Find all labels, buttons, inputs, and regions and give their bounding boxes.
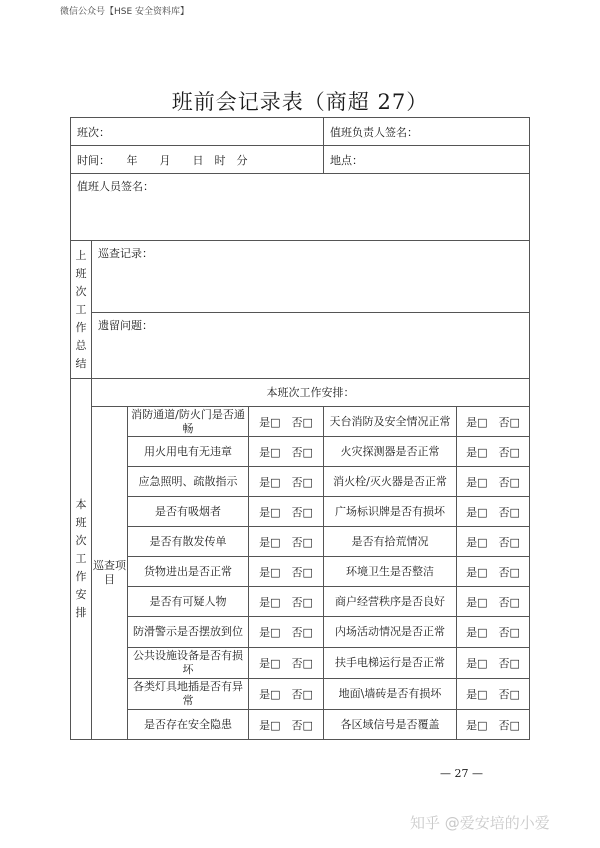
item-right: 内场活动情况是否正常 (324, 617, 457, 648)
item-right: 各区域信号是否覆盖 (324, 710, 457, 740)
yes-no-checkbox[interactable]: 是□ 否□ (457, 648, 530, 679)
item-left: 应急照明、疏散指示 (128, 467, 249, 497)
yes-no-checkbox[interactable]: 是□ 否□ (249, 527, 324, 557)
watermark: 知乎 @爱安培的小爱 (410, 814, 550, 832)
inspect-label: 巡查项目 (92, 407, 128, 740)
item-left: 公共设施设备是否有损坏 (128, 648, 249, 679)
item-left: 消防通道/防火门是否通畅 (128, 407, 249, 437)
page-number: — 27 — (440, 767, 483, 780)
form-title: 班前会记录表（商超 27） (171, 90, 429, 114)
yes-no-checkbox[interactable]: 是□ 否□ (249, 617, 324, 648)
item-right: 环境卫生是否整洁 (324, 557, 457, 587)
meeting-record-table (70, 117, 530, 740)
patrol-record-field[interactable]: 巡查记录： (92, 241, 530, 313)
yes-no-checkbox[interactable]: 是□ 否□ (457, 467, 530, 497)
table-row (71, 557, 530, 587)
table-row (71, 648, 530, 679)
table-row (71, 617, 530, 648)
yes-no-checkbox[interactable]: 是□ 否□ (457, 587, 530, 617)
place-field[interactable]: 地点： (324, 146, 530, 174)
item-right: 是否有拾荒情况 (324, 527, 457, 557)
yes-no-checkbox[interactable]: 是□ 否□ (249, 437, 324, 467)
table-row (71, 407, 530, 437)
yes-no-checkbox[interactable]: 是□ 否□ (457, 527, 530, 557)
row-staff-sign (71, 174, 530, 241)
shift-field[interactable]: 班次： (71, 118, 324, 146)
yes-no-checkbox[interactable]: 是□ 否□ (457, 407, 530, 437)
current-section-heading: 本班次工作安排： (92, 379, 530, 407)
table-row (71, 437, 530, 467)
table-row (71, 710, 530, 740)
remaining-issues-field[interactable]: 遗留问题： (92, 313, 530, 379)
current-section-label: 本班次工作安排 (71, 379, 92, 740)
table-row (71, 587, 530, 617)
prev-section-label: 上班次工作总结 (71, 241, 92, 379)
staff-sign-field[interactable]: 值班人员签名： (71, 174, 530, 241)
item-right: 消火栓/灭火器是否正常 (324, 467, 457, 497)
yes-no-checkbox[interactable]: 是□ 否□ (249, 648, 324, 679)
yes-no-checkbox[interactable]: 是□ 否□ (249, 407, 324, 437)
yes-no-checkbox[interactable]: 是□ 否□ (457, 679, 530, 710)
item-right: 扶手电梯运行是否正常 (324, 648, 457, 679)
yes-no-checkbox[interactable]: 是□ 否□ (249, 467, 324, 497)
yes-no-checkbox[interactable]: 是□ 否□ (457, 617, 530, 648)
time-field[interactable]: 时间： 年 月 日 时 分 (71, 146, 324, 174)
item-right: 广场标识牌是否有损坏 (324, 497, 457, 527)
item-left: 是否有散发传单 (128, 527, 249, 557)
table-row (71, 679, 530, 710)
row-patrol (71, 241, 530, 313)
item-right: 火灾探测器是否正常 (324, 437, 457, 467)
yes-no-checkbox[interactable]: 是□ 否□ (457, 497, 530, 527)
item-left: 各类灯具地插是否有异常 (128, 679, 249, 710)
row-shift (71, 118, 530, 146)
header-note: 微信公众号【HSE 安全资料库】 (60, 7, 190, 17)
leader-sign-field[interactable]: 值班负责人签名： (324, 118, 530, 146)
item-left: 用火用电有无违章 (128, 437, 249, 467)
yes-no-checkbox[interactable]: 是□ 否□ (457, 437, 530, 467)
row-time (71, 146, 530, 174)
yes-no-checkbox[interactable]: 是□ 否□ (249, 587, 324, 617)
yes-no-checkbox[interactable]: 是□ 否□ (249, 557, 324, 587)
item-left: 是否存在安全隐患 (128, 710, 249, 740)
row-current-heading (71, 379, 530, 407)
yes-no-checkbox[interactable]: 是□ 否□ (457, 710, 530, 740)
item-right: 商户经营秩序是否良好 (324, 587, 457, 617)
row-issues (71, 313, 530, 379)
item-left: 是否有吸烟者 (128, 497, 249, 527)
item-left: 防滑警示是否摆放到位 (128, 617, 249, 648)
yes-no-checkbox[interactable]: 是□ 否□ (457, 557, 530, 587)
yes-no-checkbox[interactable]: 是□ 否□ (249, 497, 324, 527)
table-row (71, 527, 530, 557)
yes-no-checkbox[interactable]: 是□ 否□ (249, 679, 324, 710)
item-right: 天台消防及安全情况正常 (324, 407, 457, 437)
yes-no-checkbox[interactable]: 是□ 否□ (249, 710, 324, 740)
item-left: 是否有可疑人物 (128, 587, 249, 617)
table-row (71, 467, 530, 497)
item-left: 货物进出是否正常 (128, 557, 249, 587)
item-right: 地面\墙砖是否有损坏 (324, 679, 457, 710)
table-row (71, 497, 530, 527)
